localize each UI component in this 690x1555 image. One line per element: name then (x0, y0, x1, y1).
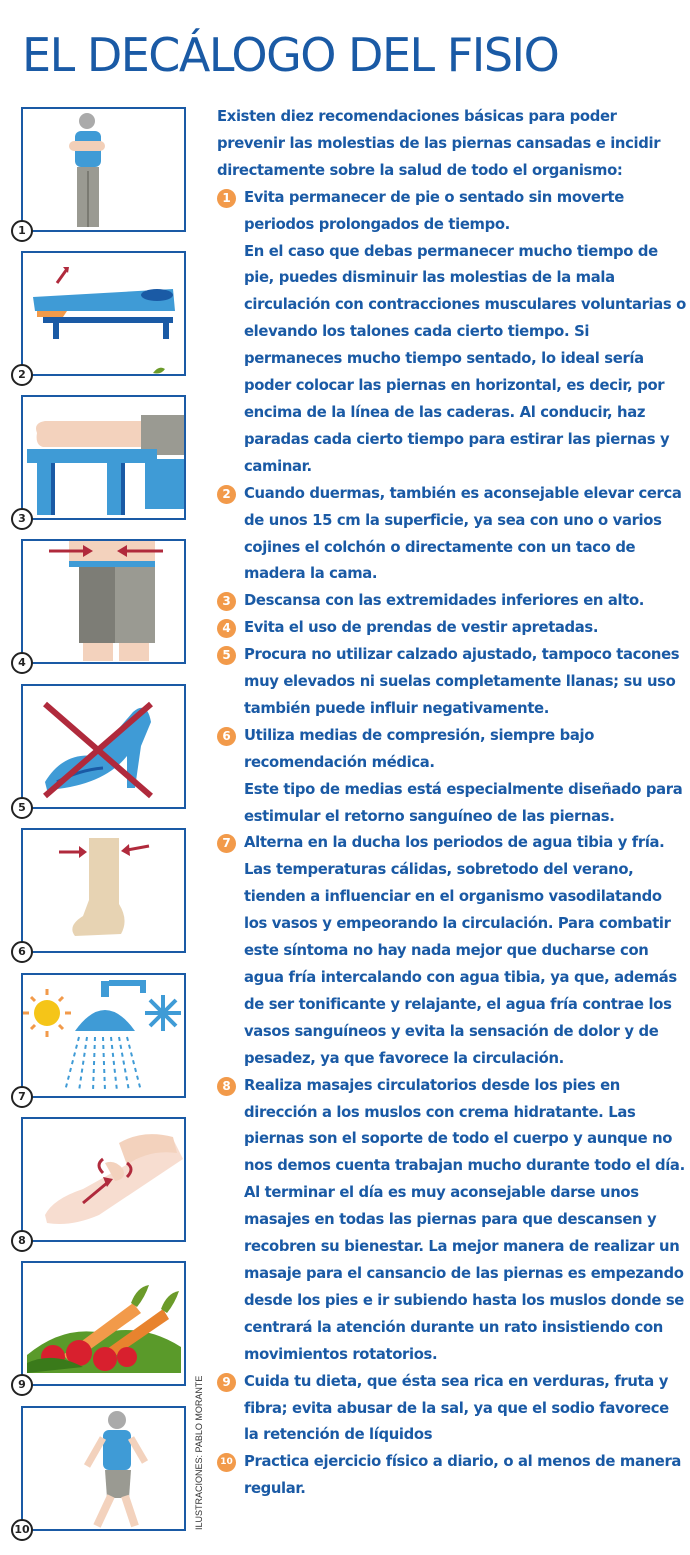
number-badge: 5 (217, 646, 236, 665)
panel-number: 10 (11, 1519, 33, 1541)
panel-number: 1 (11, 220, 33, 242)
number-badge: 8 (217, 1077, 236, 1096)
page-title: EL DECÁLOGO DEL FISIO (22, 28, 559, 82)
recommendation-item-6 (217, 723, 687, 831)
leg-massage-icon (23, 1119, 184, 1240)
illustration-panel-4 (18, 539, 186, 669)
panel-number: 4 (11, 652, 33, 674)
legs-on-stool-icon (23, 397, 184, 518)
recommendation-item-3 (217, 588, 687, 615)
number-badge: 9 (217, 1373, 236, 1392)
panel-number: 5 (11, 797, 33, 819)
recommendation-text: Cuando duermas, también es aconsejable elevar cerca de unos 15 cm la superficie, ya sea con uno o varios cojines el colchón o directamente con un taco de madera la cama. (244, 484, 682, 583)
panel-number: 2 (11, 364, 33, 386)
illustration-panel-5 (18, 684, 186, 814)
illustration-panel-2 (18, 251, 186, 381)
recommendation-item-7 (217, 830, 687, 1072)
shower-hot-cold-icon (23, 975, 184, 1096)
recommendations-text (217, 104, 687, 1503)
vegetables-icon (23, 1263, 184, 1384)
panel-number: 7 (11, 1086, 33, 1108)
recommendation-item-2 (217, 481, 687, 589)
recommendation-extra-text: Este tipo de medias está especialmente diseñado para estimular el retorno sanguíneo de las piernas. (244, 780, 683, 825)
recommendation-text: Procura no utilizar calzado ajustado, tampoco tacones muy elevados ni suelas completamente llanas; su uso también puede influir negativamente. (244, 646, 680, 717)
tight-waist-icon (23, 541, 184, 662)
illustration-credit: ILUSTRACIONES: PABLO MORANTE (194, 1375, 204, 1530)
recommendation-text: Descansa con las extremidades inferiores en alto. (244, 592, 645, 610)
number-badge: 4 (217, 619, 236, 638)
recommendation-item-8 (217, 1073, 687, 1369)
number-badge: 2 (217, 485, 236, 504)
recommendation-text: Evita el uso de prendas de vestir apretadas. (244, 619, 599, 637)
walking-person-icon (23, 1408, 184, 1529)
recommendation-text: Cuida tu dieta, que ésta sea rica en verduras, fruta y fibra; evita abusar de la sal, ya que el sodio favorece la retención de líquidos (244, 1372, 669, 1444)
recommendation-item-9 (217, 1369, 687, 1450)
illustration-panel-6 (18, 828, 186, 958)
number-badge: 3 (217, 592, 236, 611)
recommendation-item-4 (217, 615, 687, 642)
compression-stocking-icon (23, 830, 184, 951)
illustration-panel-1 (18, 107, 186, 237)
panel-number: 6 (11, 941, 33, 963)
recommendation-item-1 (217, 185, 687, 481)
panel-number: 9 (11, 1374, 33, 1396)
intro-text: Existen diez recomendaciones básicas para poder prevenir las molestias de las piernas cansadas e incidir directamente sobre la salud de todo el organismo: (217, 108, 661, 179)
number-badge: 6 (217, 727, 236, 746)
crossed-high-heel-icon (23, 686, 184, 807)
number-badge: 7 (217, 834, 236, 853)
panel-number: 3 (11, 508, 33, 530)
standing-person-icon (23, 109, 184, 230)
panel-number: 8 (11, 1230, 33, 1252)
number-badge: 1 (217, 189, 236, 208)
illustration-panel-10 (14, 1406, 186, 1536)
recommendation-text: Realiza masajes circulatorios desde los pies en dirección a los muslos con crema hidratante. Las piernas son el soporte de todo el cuerpo y aunque no nos demos cuenta trabajan mucho durante todo el día. Al terminar el día es muy aconsejable darse unos masajes en todas las piernas para que descansen y recobren su bienestar. La mejor manera de realizar un masaje para el cansancio de las piernas es empezando desde los pies e ir subiendo hasta los muslos donde se centrará la atención durante un rato insistiendo con movimientos rotatorios. (244, 1076, 685, 1363)
recommendation-item-10 (217, 1449, 687, 1503)
number-badge: 10 (217, 1453, 236, 1472)
recommendation-text: Alterna en la ducha los periodos de agua tibia y fría. Las temperaturas cálidas, sobretodo del verano, tienden a influenciar en el organismo vasodilatando los vasos y empeorando la circulación. Para combatir este síntoma no hay nada mejor que ducharse con agua fría intercalando con agua tibia, ya que, además de ser tonificante y relajante, el agua fría contrae los vasos sanguíneos y evita la sensación de dolor y de pesadez, ya que favorece la circulación. (244, 834, 677, 1067)
recommendation-text: Utiliza medias de compresión, siempre bajo recomendación médica. (244, 726, 595, 771)
recommendation-extra-text: En el caso que debas permanecer mucho tiempo de pie, puedes disminuir las molestias de la mala circulación con contracciones musculares voluntarias o elevando los talones cada cierto tiempo. Si permaneces mucho tiempo sentado, lo ideal sería poder colocar las piernas en horizontal, es decir, por encima de la línea de las caderas. Al conducir, haz paradas cada cierto tiempo para estirar las piernas y caminar. (244, 242, 686, 475)
illustration-panel-8 (18, 1117, 186, 1247)
illustration-panel-9 (18, 1261, 186, 1391)
illustration-panel-3 (18, 395, 186, 525)
recommendation-text: Evita permanecer de pie o sentado sin moverte periodos prolongados de tiempo. (244, 188, 624, 233)
elevated-bed-icon (23, 253, 184, 374)
illustration-panel-7 (18, 973, 186, 1103)
recommendation-text: Practica ejercicio físico a diario, o al menos de manera regular. (244, 1453, 682, 1498)
recommendation-item-5 (217, 642, 687, 723)
